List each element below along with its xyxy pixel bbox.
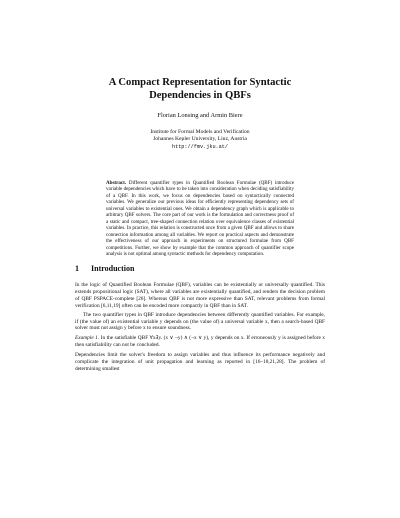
title-line-1: A Compact Representation for Syntactic [108, 77, 292, 88]
authors: Florian Lonsing and Armin Biere [157, 112, 243, 119]
paragraph-3: Dependencies limit the solver's freedom to assign variables and thus influence its performance negatively and complicate the integration of unit propagation and learning as reported in [16–18,21,28]. The problem of determining smallest [75, 352, 325, 372]
affiliation-url: http://fmv.jku.at/ [171, 143, 229, 150]
paragraph-1: In the logic of Quantified Boolean Formulae (QBF), variables can be existentially or universally quantified. This extends propositional logic (SAT), where all variables are existentially quantified, and renders the decision problem of QBF PSPACE-complete [26]. Whereas QBF is not more expressive than SAT, relevant problems from formal verification [6,11,19] often can be encoded more compactly in QBF than in SAT. [75, 282, 325, 309]
example-1 [75, 335, 325, 349]
abstract [106, 180, 294, 257]
section-heading [75, 264, 134, 273]
paragraph-2: The two quantifier types in QBF introduce dependencies between differently quantified variables. For example, if (the value of) an existential variable y depends on (the value of) a universal variable x, then a search-based QBF solver must not assign y before x to ensure soundness. [75, 311, 325, 332]
section-title: Introduction [91, 264, 135, 273]
affiliation-line-2: Johannes Kepler University, Linz, Austria [153, 136, 247, 143]
example-label: Example 1. [75, 335, 100, 342]
affiliation [60, 129, 340, 151]
paper-title [60, 76, 340, 102]
abstract-label: Abstract. [106, 180, 127, 186]
title-line-2: Dependencies in QBFs [149, 90, 251, 101]
body-text [75, 282, 325, 375]
example-text: In the satisfiable QBF ∀x∃y. (x ∨ ¬y) ∧ (¬x ∨ y), y depends on x. If erroneously y is assigned before x then satisfiability can not be concluded. [75, 335, 325, 349]
section-number: 1 [75, 264, 79, 273]
abstract-text: Different quantifier types in Quantified Boolean Formulae (QBF) introduce variable dependencies which have to be taken into consideration when deciding satisfiability of a QBF. In this work, we focus on dependencies based on syntactically connected variables. We generalize our previous ideas for efficiently representing dependency sets of universal variables to existential ones. We obtain a dependency graph which is applicable to arbitrary QBF solvers. The core part of our work is the formulation and correctness proof of a static and compact, tree-shaped connection relation over equivalence classes of existential variables. In practice, this relation is constructed once from a given QBF and allows to share connection information among all variables. We report on practical aspects and demonstrate the effectiveness of our approach in experiments on structured formulae from QBF competitions. Further, we show by example that the common approach of quantifier scope analysis is not optimal among syntactic methods for dependency computation. [106, 180, 294, 257]
affiliation-line-1: Institute for Formal Models and Verification [150, 129, 250, 135]
